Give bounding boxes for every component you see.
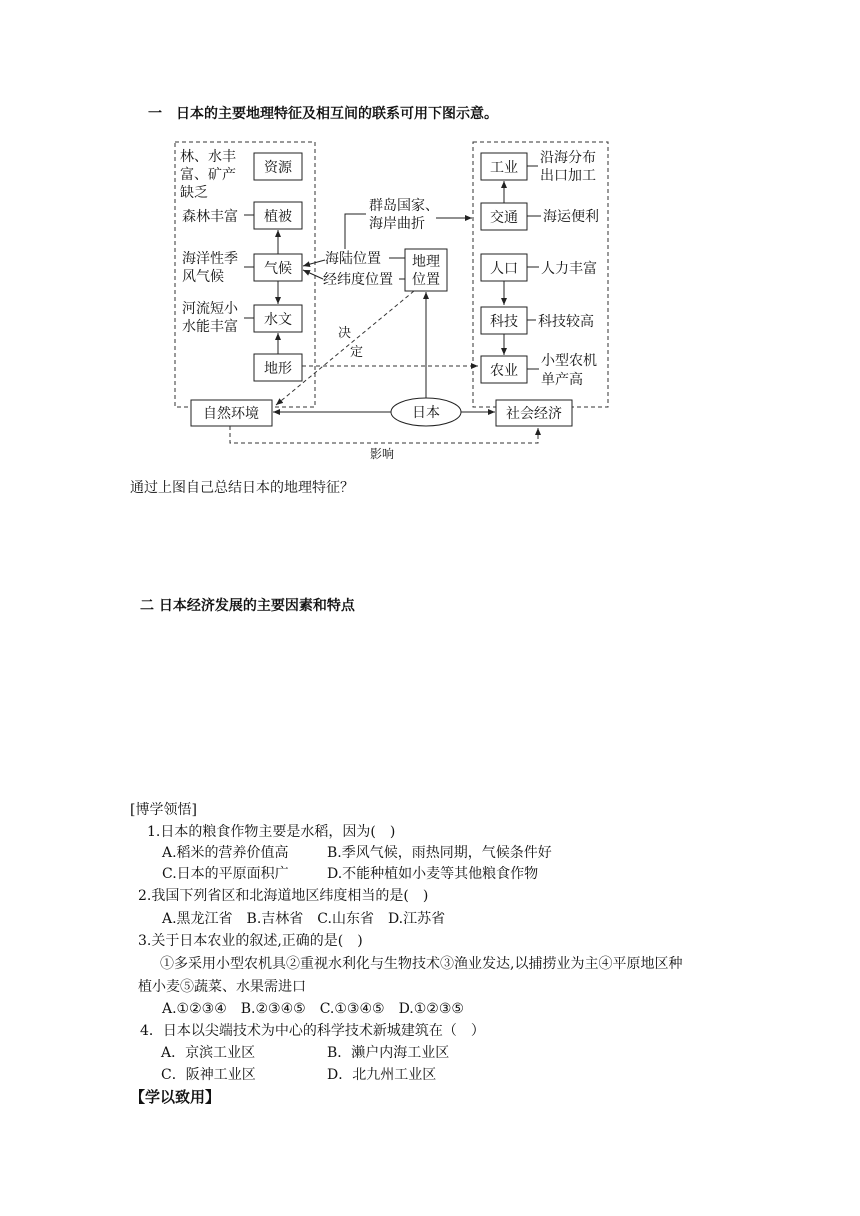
tech-note: 科技较高 [538,314,594,330]
q4-stem: 4．日本以尖端技术为中心的科学技术新城建筑在（ ） [140,1023,485,1039]
terrain-label: 地形 [264,361,292,377]
decide-char2: 定 [350,345,364,360]
q3-options: A.①②③④ B.②③④⑤ C.①③④⑤ D.①②③⑤ [162,1001,464,1017]
social-econ-label: 社会经济 [506,406,562,422]
population-note: 人力丰富 [541,261,597,277]
climate-label: 气候 [264,261,292,277]
q3-line2: 植小麦⑤蔬菜、水果需进口 [138,979,306,995]
islands-line2: 海岸曲折 [369,216,425,232]
resource-note-line3: 缺乏 [180,185,208,201]
vegetation-note: 森林丰富 [182,209,238,225]
islands-line1: 群岛国家、 [369,198,439,214]
natural-env-label: 自然环境 [203,406,259,422]
q4-option-c: C．阪神工业区 [161,1067,256,1083]
agriculture-note-line2: 单产高 [541,372,583,388]
climate-note-line1: 海洋性季 [182,251,238,267]
industry-note-line2: 出口加工 [540,168,596,184]
q4-option-a: A．京滨工业区 [161,1045,256,1061]
agriculture-label: 农业 [490,363,518,379]
tech-label: 科技 [490,314,518,330]
population-label: 人口 [490,261,518,277]
industry-note-line1: 沿海分布 [540,150,596,166]
resource-note-line1: 林、水丰 [180,149,236,165]
geography-relationship-diagram [0,0,860,480]
q1-option-d: D.不能种植如小麦等其他粮食作物 [327,866,539,882]
geo-position-line2: 位置 [412,272,440,288]
q2-stem: 2.我国下列省区和北海道地区纬度相当的是( ) [138,888,429,904]
q1-stem: 1.日本的粮食作物主要是水稻，因为( ) [147,824,396,840]
transport-note: 海运便利 [543,209,599,225]
sea-land-position: 海陆位置 [325,251,381,267]
q3-line1: ①多采用小型农机具②重视水利化与生物技术③渔业发达,以捕捞业为主④平原地区种 [160,956,683,972]
section1-heading: 一 日本的主要地理特征及相互间的联系可用下图示意。 [148,106,498,122]
industry-label: 工业 [490,160,518,176]
q1-option-c: C.日本的平原面积广 [162,866,289,882]
practice-footer: 【学以致用】 [130,1088,221,1106]
q1-option-a: A.稻米的营养价值高 [162,845,289,861]
lat-lon-position: 经纬度位置 [323,272,393,288]
section2-heading: 二 日本经济发展的主要因素和特点 [140,598,355,614]
agriculture-note-line1: 小型农机 [541,353,597,369]
resource-label: 资源 [264,160,292,176]
q3-stem: 3.关于日本农业的叙述,正确的是( ) [138,933,363,949]
geo-position-line1: 地理 [412,254,440,270]
q4-option-d: D．北九州工业区 [327,1067,437,1083]
transport-label: 交通 [490,210,518,226]
hydrology-note-line2: 水能丰富 [182,319,238,335]
q4-option-b: B．濑户内海工业区 [327,1045,450,1061]
vegetation-label: 植被 [264,209,292,225]
hydrology-label: 水文 [264,312,292,328]
resource-note-line2: 富、矿产 [180,167,236,183]
hydrology-note-line1: 河流短小 [182,301,238,317]
climate-note-line2: 风气候 [182,269,224,285]
influence-label: 影响 [369,447,395,461]
japan-label: 日本 [412,405,440,421]
section1-prompt: 通过上图自己总结日本的地理特征？ [130,480,354,496]
practice-header: [博学领悟] [130,802,197,818]
q2-options: A.黑龙江省 B.吉林省 C.山东省 D.江苏省 [162,911,446,927]
decide-char1: 决 [338,326,352,341]
q1-option-b: B.季风气候，雨热同期，气候条件好 [327,845,552,861]
